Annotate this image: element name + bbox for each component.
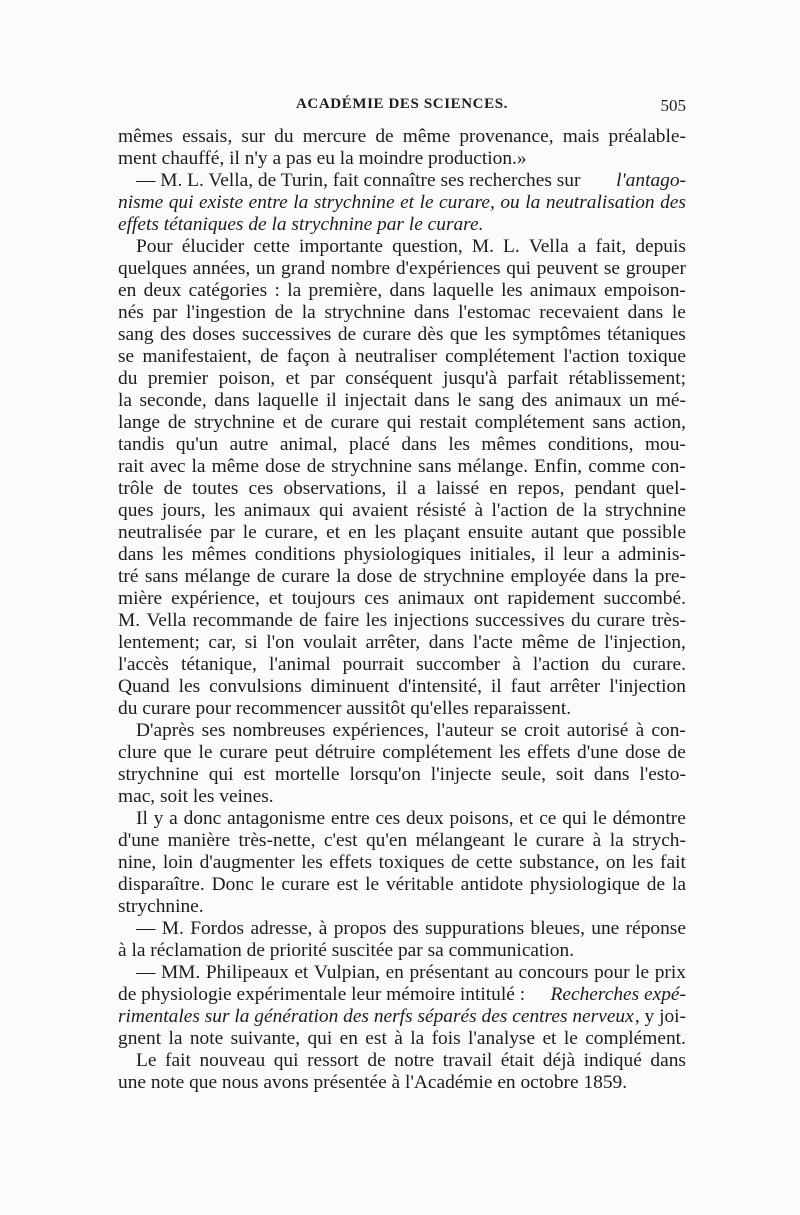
text-line: clure que le curare peut détruire complétement les effets d'une dose de — [118, 742, 686, 763]
text-line: du premier poison, et par conséquent jusqu'à parfait rétablissement; — [118, 368, 686, 389]
text-line: mière expérience, et toujours ces animaux ont rapidement succombé. — [118, 588, 686, 609]
text-line: strychnine qui est mortelle lorsqu'on l'injecte seule, soit dans l'esto- — [118, 764, 686, 785]
text-line: — MM. Philipeaux et Vulpian, en présentant au concours pour le prix — [136, 962, 686, 983]
page-number: 505 — [660, 96, 686, 115]
text-line: à la réclamation de priorité suscitée par sa communication. — [118, 940, 575, 961]
title-italic: rimentales sur la génération des nerfs séparés des centres nerveux — [118, 1006, 634, 1027]
text-line: de physiologie expérimentale leur mémoire intitulé : Recherches expé- — [118, 984, 686, 1005]
title-italic: l'antago- — [616, 170, 686, 191]
text-line: neutralisée par le curare, et en les plaçant ensuite autant que possible — [118, 522, 686, 543]
text-line: sang des doses successives de curare dès que les symptômes tétaniques — [118, 324, 686, 345]
text-line: gnent la note suivante, qui en est à la fois l'analyse et le complément. — [118, 1028, 686, 1049]
text-line: D'après ses nombreuses expériences, l'auteur se croit autorisé à con- — [136, 720, 686, 741]
text-line: rait avec la même dose de strychnine sans mélange. Enfin, comme con- — [118, 456, 686, 477]
text-line: tandis qu'un autre animal, placé dans les mêmes conditions, mou- — [118, 434, 686, 455]
text-line: disparaître. Donc le curare est le véritable antidote physiologique de la — [118, 874, 686, 895]
text-line: Il y a donc antagonisme entre ces deux poisons, et ce qui le démontre — [136, 808, 686, 829]
text-line: — M. Fordos adresse, à propos des suppurations bleues, une réponse — [136, 918, 686, 939]
text-line: Quand les convulsions diminuent d'intensité, il faut arrêter l'injection — [118, 676, 686, 697]
text-line: M. Vella recommande de faire les injections successives du curare très- — [118, 610, 686, 631]
text-line: lentement; car, si l'on voulait arrêter, dans l'acte même de l'injection, — [118, 632, 686, 653]
text-line: quelques années, un grand nombre d'expériences qui peuvent se grouper — [118, 258, 686, 279]
text-line: strychnine. — [118, 896, 204, 917]
text-line: la seconde, dans laquelle il injectait dans le sang des animaux un mé- — [118, 390, 686, 411]
text-line: effets tétaniques de la strychnine par le curare. — [118, 214, 484, 235]
text-line: tré sans mélange de curare la dose de strychnine employée dans la pre- — [118, 566, 686, 587]
text-line: ment chauffé, il n'y a pas eu la moindre production.» — [118, 148, 527, 169]
text-line: Pour élucider cette importante question, M. L. Vella a fait, depuis — [136, 236, 686, 257]
text-line: l'accès tétanique, l'animal pourrait succomber à l'action du curare. — [118, 654, 686, 675]
text-line: mac, soit les veines. — [118, 786, 274, 807]
text-line: d'une manière très-nette, c'est qu'en mélangeant le curare à la strych- — [118, 830, 686, 851]
text-line: lange de strychnine et de curare qui restait complétement sans action, — [118, 412, 686, 433]
text-line: du curare pour recommencer aussitôt qu'elles reparaissent. — [118, 698, 572, 719]
body-text — [118, 126, 686, 1094]
text-line: — M. L. Vella, de Turin, fait connaître ses recherches sur l'antago- — [136, 170, 686, 191]
text-line: nisme qui existe entre la strychnine et le curare, ou la neutralisation des — [118, 192, 686, 213]
text-line: dans les mêmes conditions physiologiques initiales, il leur a adminis- — [118, 544, 686, 565]
text-line: ques jours, les animaux qui avaient résisté à l'action de la strychnine — [118, 500, 686, 521]
text-line: en deux catégories : la première, dans laquelle les animaux empoison- — [118, 280, 686, 301]
text-line: Le fait nouveau qui ressort de notre travail était déjà indiqué dans — [136, 1050, 686, 1071]
text-line: trôle de toutes ces observations, il a laissé en repos, pendant quel- — [118, 478, 686, 499]
title-italic: Recherches expé- — [550, 984, 686, 1005]
text-line: nés par l'ingestion de la strychnine dans l'estomac recevaient dans le — [118, 302, 686, 323]
running-header — [118, 96, 686, 122]
text-line: se manifestaient, de façon à neutraliser complétement l'action toxique — [118, 346, 686, 367]
running-title: ACADÉMIE DES SCIENCES. — [296, 96, 508, 112]
text-line: mêmes essais, sur du mercure de même provenance, mais préalable- — [118, 126, 686, 147]
text-line: nine, loin d'augmenter les effets toxiques de cette substance, on les fait — [118, 852, 686, 873]
text-line: rimentales sur la génération des nerfs séparés des centres nerveux , y joi- — [118, 1006, 686, 1027]
text-line: une note que nous avons présentée à l'Académie en octobre 1859. — [118, 1072, 628, 1093]
